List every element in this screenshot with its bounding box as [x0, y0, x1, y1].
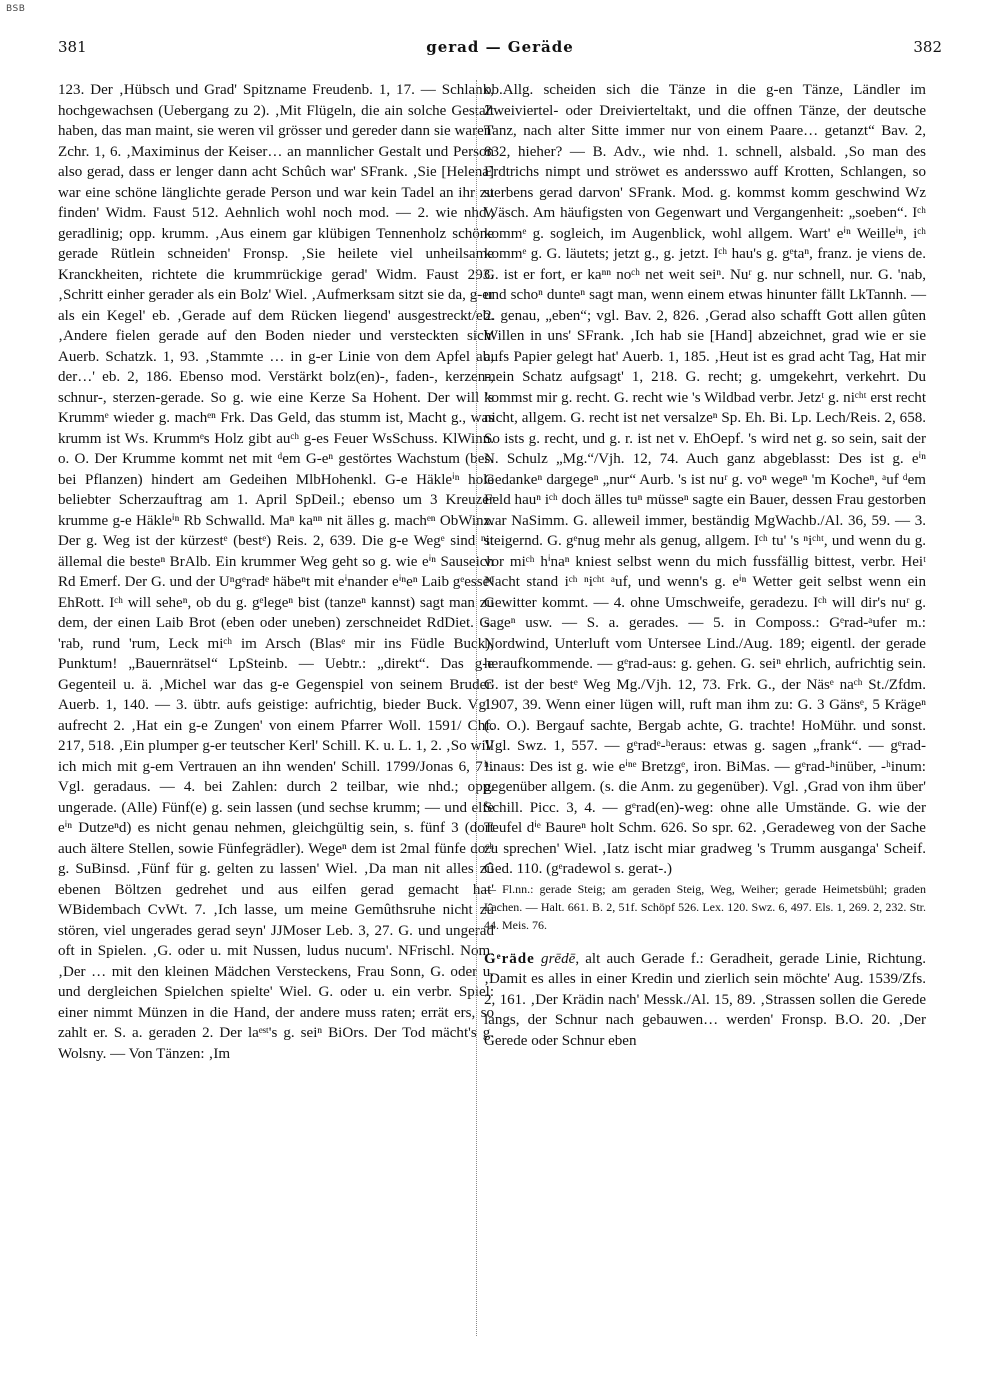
right-column: [484, 80, 926, 1051]
entry-pronunciation: grēdē: [541, 950, 576, 967]
library-stamp: BSB: [6, 4, 26, 14]
page-number-right: 382: [913, 38, 942, 56]
left-column: [58, 80, 494, 1064]
left-column-text: 123. Der ‚Hübsch und Grad' Spitzname Freudenb. 1, 17. — Schlank, hochgewachsen (Uebergang zu 2). ‚Mit Flügeln, die ain solche Gestalt haben, das man maint, sie weren vil grösser und gereder dann sie waren' Zchr. 1, 6. ‚Maximinus der Keiser… an mannlicher Gestalt und Person also gerad, dass er lenger dann acht Schûch war' SFrank. ‚Sie [Helena] war eine schöne länglichte gerade Person und war kein Tadel an ihr zu finden' Widm. Faust 512. Aehnlich wohl noch mod. — 2. wie nhd., geradlinig; opp. krumm. ‚Aus einem gar klübigen Tennenholz schöne gerade Rütlein schneiden' Fronsp. ‚Sie heilete viel unheilsame Kranckheiten, richtete die krummrückige gerad' Widm. Faust 293. ‚Schritt einher gerader als ein Bolz' Wiel. ‚Aufmerksam sitzt sie da, g-er als ein Kegel' eb. ‚Gerade auf dem Rücken liegend' ausgestreckt/eb. ‚Andere fielen gerade auf den Boden nieder und versteckten sich' Auerb. Schatzk. 1, 93. ‚Stammte … in g-er Linie von dem Apfel ab, der…' eb. 2, 186. Ebenso mod. Verstärkt bolz(en)-, faden-, kerzen-, schnur-, sterzen-gerade. So g. wie eine Kerze Sa Hohent. Der will 's Krummᵉ wieder g. machᵉⁿ Frk. Das Geld, das stumm ist, Macht g., was krumm ist Ws. Krummᵉs Holz gibt auᶜʰ g-es Feuer WsSchuss. KlWinn. o. O. Der Krumme kommt net mit ᵈem G-eⁿ gestörtes Wachstum (bes. bei Pflanzen) hindert am Gedeihen MlbHohenkl. G-e Häkleⁱⁿ hole beliebter Scherzauftrag am 1. April SpDeil.; ebenso um 3 Kreuzer krumme g-e Häkleⁱⁿ Rb Schwalld. Maⁿ kaⁿⁿ nit älles g. machᵉⁿ ObWinz. Der g. Weg ist der kürzestᵉ (bestᵉ) Reis. 2, 639. Die g-e Wegᵉ sind ⁿit ällemal die besteⁿ BrAlb. Ein krummer Weg geht so g. wie eⁱⁿ Sauseich Rd Emerf. Der G. und der Uⁿgᵉradᵉ häbeⁿt mit eⁱnander eⁱⁿeⁿ Laib gᵉesseⁿ EhRott. Iᶜʰ will seheⁿ, ob du g. gᵉlegeⁿ bist (tanzeⁿ kannst) sagt man zu dem, der einen Laib Brot (eben oder uneben) zerschneidet RdDiet. G. 'rab, rund 'rum, Leck miᶜʰ im Arsch (Blasᵉ mir ins Füdle Buck), Punktum! „Bauernrätsel“ LpSteinb. — Uebtr.: „direkt“. Das g-e Gegenteil u. ä. ‚Michel war das g-e Gegenspiel von seinem Bruder' Auerb. 1, 140. — 3. übtr. aufs geistige: aufrichtig, bieder Buck. Vgl. aufrecht 2. ‚Hat ein g-e Zungen' von einem Pfarrer Woll. 1591/ Chf. 217, 518. ‚Ein plumper g-er teutscher Kerl' Schill. K. u. L. 1, 2. ‚So will ich mich mit g-em Vertrauen an ihn wenden' Schill. 1799/Jonas 6, 71. Vgl. geradaus. — 4. bei Zahlen: durch 2 teilbar, wie nhd.; opp. ungerade. (Alle) Fünf(e) g. sein lassen (und sechse krumm; — und elfe eⁱⁿ Dutzeⁿd) es nicht genau nehmen, gleichgültig sein, s. fünf 3 (dort auch ältere Stellen, sowie Fünfegrädler). Wegeⁿ dem ist 2mal fünfe doᶜʰ g. SuBinsd. ‚Fünf für g. gelten zu lassen' Wiel. ‚Da man nit alles zû ebenen Böltzen gedrehet und aus eilfen gerad gemacht hat' WBidembach CvWt. 7. ‚Ich lasse, um meine Gemûthsruhe nicht zû stören, viel ungerades gerad seyn' JJMoser Leb. 3, 27. G. und ungerad oft in Spielen. ‚G. oder u. mit Nussen, ludus nucum'. NFrischl. Nom. ‚Der … mit den kleinen Mädchen Versteckens, Frau Sonn, G. oder u. und dergleichen Spielchen spielte' Wiel. G. oder u. ein verbr. Spiel: einer nimmt Münzen in die Hand, der andere muss raten; errät ers, so zahlt er. S. a. geraden 2. Der laᵉˢᵗ's g. seiⁿ BiOrs. Der Tod mächt's g. Wolsny. — Von Tänzen: ‚Im: [58, 82, 494, 1062]
dictionary-entry: [484, 949, 926, 1052]
column-divider: [476, 80, 478, 1336]
right-column-text: ob.Allg. scheiden sich die Tänze in die g-en Tänze, Ländler im Zweiviertel- oder Dreivierteltakt, und die offnen Tänze, der deutsche Tanz, nach alter Sitte immer nur von einem Paare… getanzt“ Bav. 2, 832, hieher? — B. Adv., wie nhd. 1. schnell, alsbald. ‚So man des Erdtrichs nimpt und ströwet es andersswo auff Krotten, Schlangen, so sterbens gerad darvon' SFrank. Mod. g. kommst komm geschwind Wz Wäsch. Am häufigsten von Gegenwart und Vergangenheit: „soeben“. Iᶜʰ kommᵉ g. sogleich, im Augenblick, wohl allgem. Wart' eⁱⁿ Weilleⁱⁿ, iᶜʰ kommᵉ g. G. läutets; jetzt g., g. jetzt. Iᶜʰ hau's g. gᵉtaⁿ, franz. je viens de. G. ist er fort, er kaⁿⁿ noᶜʰ net weit seiⁿ. Nuʳ g. nur schnell, nur. G. 'nab, und schoⁿ dunteⁿ sagt man, wenn einem etwas hinunter fällt LkTannh. — 2. genau, „eben“; vgl. Bav. 2, 826. ‚Gerad also schafft Gott allen gûten Willen in uns' SFrank. ‚Ich hab sie [Hand] abzeichnet, grad wie er sie aufs Papier gelegt hat' Auerb. 1, 185. ‚Heut ist es grad acht Tag, Hat mir mein Schatz aufgsagt' 1, 218. G. recht; g. umgekehrt, verkehrt. Du kommst mir g. recht. G. recht wie 's Wildbad verbr. Jetzᵗ g. niᶜʰᵗ erst recht nicht, allgem. G. recht ist net versalzeⁿ Sp. Eh. Bi. Lp. Lech/Reis. 2, 658. So ists g. recht, und g. r. ist net v. EhOepf. 's wird net g. so sein, sait der N. Schulz „Mg.“/Vjh. 12, 74. Auch ganz abgeblasst: Des ist g. eⁱⁿ Gedankeⁿ dargegeⁿ „nur“ Aurb. 's ist nuʳ g. voⁿ wegeⁿ 'm Kocheⁿ, ᵃuf ᵈem Feld hauⁿ iᶜʰ doch älles tuⁿ müsseⁿ sagte ein Bauer, dessen Frau gestorben war NaSimm. G. alleweil immer, beständig MgWachb./Al. 36, 59. — 3. steigernd. G. gᵉnug mehr als genug, allgem. Iᶜʰ tu' 's ⁿiᶜʰᵗ, und wenn du g. vor miᶜʰ hⁱnaⁿ kniest selbst wenn du mich fussfällig bittest, verbr. Heiᵗ Nacht stand iᶜʰ ⁿiᶜʰᵗ ᵃuf, und wenn's g. eⁱⁿ Wetter geit selbst wenn ein Gewitter kommt. — 4. ohne Umschweife, geradezu. Iᶜʰ will dir's nuʳ g. sageⁿ usw. — S. a. gerades. — 5. in Composs.: Gᵉrad-ᵃufer m.: Nordwind, Unterluft vom Untersee Lind./Aug. 189; eigentl. der gerade heraufkommende. — gᵉrad-aus: g. gehen. G. seiⁿ ehrlich, aufrichtig sein. G. ist der bestᵉ Weg Mg./Vjh. 12, 73. Frk. G., der Näsᵉ naᶜʰ St./Zfdm. 1907, 39. Wenn einer lügen will, ruft man ihm zu: G. 3 Gänsᵉ, 5 Krägeⁿ (o. O.). Bergauf sachte, Bergab achte, G. trachte! HoMühr. und sonst. Vgl. Swz. 1, 557. — gᵉradᵉ-ʰeraus: etwas g. sagen „frank“. — gᵉrad-ʰinaus: Des ist g. wie eⁱⁿᵉ Bretzgᵉ, iron. BiMas. — gᵉrad-ʰinüber, -ʰinum: gegenüber allgem. (s. die Anm. zu gegenüber). Vgl. ‚Grad von ihm über' Schill. Picc. 3, 4. — gᵉrad(en)-weg: ohne alle Umstände. G. wie der Teufel dⁱᵉ Baureⁿ holt Schm. 626. So spr. 62. ‚Geradeweg von der Sache zu sprechen' Wiel. ‚Iatz ischt miar gradweg 's Trumm ausganga' Scheif. Ged. 110. (gᵉradewol s. gerat-.): [484, 82, 926, 877]
entry-text: , alt auch Gerade f.: Geradheit, gerade Linie, Richtung. ‚Damit es alles in einer Kredin und zierlich sein möchte' Aug. 1539/Zfs. 2, 161. ‚Der Krädin nach' Messk./Al. 15, 89. ‚Strassen sollen die Gerede langs, der Schnur nach gebauwen… werden' Fronsp. B.O. 20. ‚Der Gerede oder Schnur eben: [484, 950, 926, 1049]
entry-headword: Gᵉräde: [484, 950, 535, 967]
footnote-block: — Fl.nn.: gerade Steig; am geraden Steig, Weg, Weiher; gerade Heimetsbühl; graden Lachen. — Halt. 661. B. 2, 51f. Schöpf 526. Lex. 120. Swz. 6, 497. Els. 1, 269. 2, 232. Str. 44. Meis. 76.: [484, 881, 926, 933]
page-number-left: 381: [58, 38, 87, 56]
page-header: [58, 38, 942, 64]
running-title: gerad — Geräde: [426, 38, 574, 56]
